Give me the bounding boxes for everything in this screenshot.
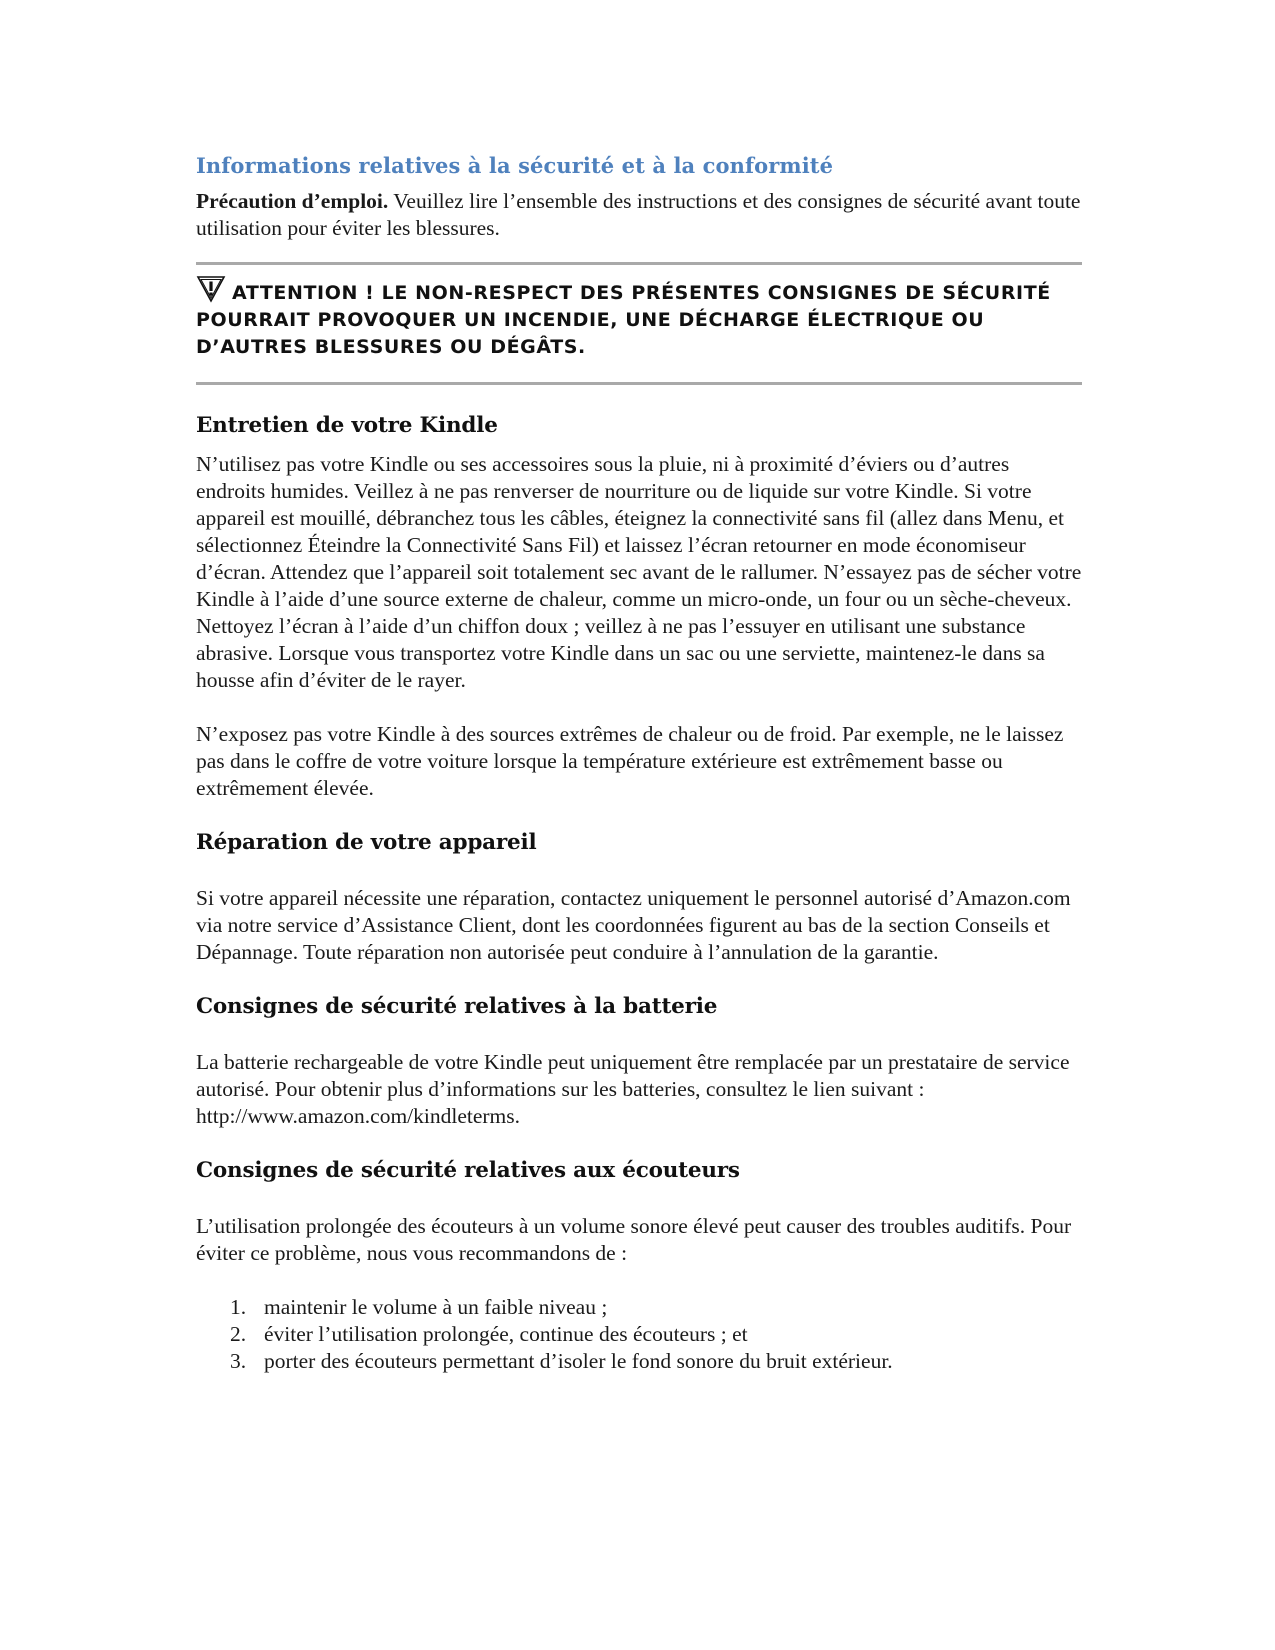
ecouteurs-paragraph: L’utilisation prolongée des écouteurs à un volume sonore élevé peut causer des troubles auditifs. Pour éviter ce problème, nous vous recommandons de :	[196, 1214, 1072, 1265]
list-item	[196, 1321, 1082, 1348]
intro-bold-label: Précaution d’emploi.	[196, 189, 389, 213]
list-item-text: porter des écouteurs permettant d’isoler le fond sonore du bruit extérieur.	[264, 1349, 893, 1373]
entretien-paragraph-1: N’utilisez pas votre Kindle ou ses accessoires sous la pluie, ni à proximité d’éviers ou d’autres endroits humides. Veillez à ne pas renverser de nourriture ou de liquide sur votre Kindle. Si votre appareil est mouillé, débranchez tous les câbles, éteignez la connectivité sans fil (allez dans Menu, et sélectionnez Éteindre la Connectivité Sans Fil) et laissez l’écran retourner en mode économiseur d’écran. Attendez que l’appareil soit totalement sec avant de le rallumer. N’essayez pas de sécher votre Kindle à l’aide d’une source externe de chaleur, comme un micro-onde, un four ou un sèche-cheveux. Nettoyez l’écran à l’aide d’un chiffon doux ; veillez à ne pas l’essuyer en utilisant une substance abrasive. Lorsque vous transportez votre Kindle dans un sac ou une serviette, maintenez-le dans sa housse afin d’éviter de le rayer.	[196, 452, 1082, 692]
section-heading-batterie: Consignes de sécurité relatives à la batterie	[196, 994, 718, 1019]
list-item-number: 2.	[230, 1322, 247, 1346]
section-heading-reparation: Réparation de votre appareil	[196, 830, 537, 855]
warning-top-divider	[196, 262, 1082, 265]
document-page	[196, 150, 1082, 1375]
list-item	[196, 1348, 1082, 1375]
list-item-text: maintenir le volume à un faible niveau ;	[264, 1295, 608, 1319]
batterie-paragraph: La batterie rechargeable de votre Kindle peut uniquement être remplacée par un prestataire de service autorisé. Pour obtenir plus d’informations sur les batteries, consultez le lien suivant : http://www.amazon.com/kindleterms.	[196, 1050, 1070, 1128]
list-item-text: éviter l’utilisation prolongée, continue des écouteurs ; et	[264, 1322, 748, 1346]
ecouteurs-recommendation-list	[196, 1294, 1082, 1375]
section-heading-ecouteurs: Consignes de sécurité relatives aux écouteurs	[196, 1158, 740, 1183]
warning-triangle-icon	[196, 275, 226, 303]
list-item	[196, 1294, 1082, 1321]
list-item-number: 1.	[230, 1295, 247, 1319]
section-heading-entretien: Entretien de votre Kindle	[196, 413, 498, 438]
warning-box	[196, 275, 1082, 361]
entretien-paragraph-2: N’exposez pas votre Kindle à des sources extrêmes de chaleur ou de froid. Par exemple, ne le laissez pas dans le coffre de votre voiture lorsque la température extérieure est extrêmement basse ou extrêmement élevée.	[196, 722, 1064, 800]
reparation-paragraph: Si votre appareil nécessite une réparation, contactez uniquement le personnel autorisé d’Amazon.com via notre service d’Assistance Client, dont les coordonnées figurent au bas de la section Conseils et Dépannage. Toute réparation non autorisée peut conduire à l’annulation de la garantie.	[196, 886, 1071, 964]
document-title: Informations relatives à la sécurité et à la conformité	[196, 153, 834, 178]
warning-text: ATTENTION ! LE NON-RESPECT DES PRÉSENTES CONSIGNES DE SÉCURITÉ POURRAIT PROVOQUER UN INCENDIE, UNE DÉCHARGE ÉLECTRIQUE OU D’AUTRES BLESSURES OU DÉGÂTS.	[196, 282, 1051, 358]
list-item-number: 3.	[230, 1349, 247, 1373]
intro-paragraph	[196, 188, 1082, 242]
intro-text: Veuillez lire l’ensemble des instructions et des consignes de sécurité avant toute utilisation pour éviter les blessures.	[196, 189, 1081, 240]
warning-bottom-divider	[196, 382, 1082, 385]
